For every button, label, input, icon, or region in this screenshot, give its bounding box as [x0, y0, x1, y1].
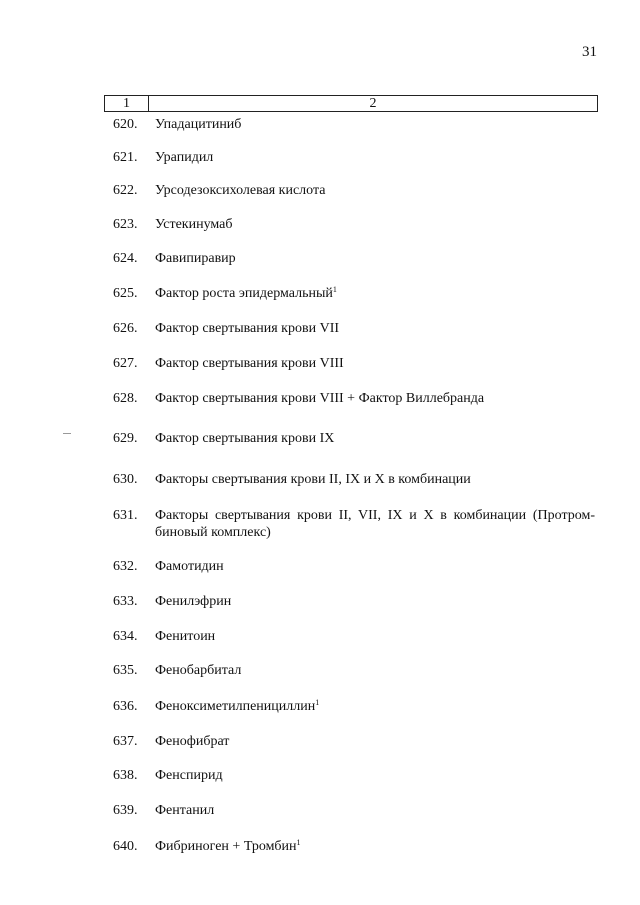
- drug-name: Фенспирид: [155, 768, 223, 783]
- row-number: 640.: [113, 839, 138, 854]
- page-number: 31: [582, 44, 597, 60]
- drug-name: Фибриноген + Тромбин$^1$: [155, 838, 301, 854]
- row-number: 635.: [113, 663, 138, 678]
- row-number: 623.: [113, 217, 138, 232]
- row-number: 624.: [113, 251, 138, 266]
- row-number: 636.: [113, 699, 138, 714]
- drug-name: Фавипиравир: [155, 251, 236, 266]
- drug-name: Устекинумаб: [155, 217, 233, 232]
- row-number: 634.: [113, 629, 138, 644]
- drug-name: Фенофибрат: [155, 734, 230, 749]
- row-number: 629.: [113, 431, 138, 446]
- drug-name: Факторы свертывания крови II, IX и X в комбинации: [155, 472, 471, 487]
- drug-name: Фенитоин: [155, 629, 216, 644]
- row-number: 637.: [113, 734, 138, 749]
- drug-name: Фактор свертывания крови VII: [155, 321, 340, 336]
- drug-name: Факторы свертывания крови II, VII, IX и X в комбинации (Протром-биновый комплекс): [155, 508, 595, 540]
- drug-name: Фенобарбитал: [155, 663, 242, 678]
- drug-name: Фактор свертывания крови VIII: [155, 356, 344, 371]
- table-header: [104, 95, 598, 112]
- drug-name: Феноксиметилпенициллин$^1$: [155, 698, 320, 714]
- margin-mark: [63, 433, 71, 434]
- row-number: 625.: [113, 286, 138, 301]
- drug-name: Фентанил: [155, 803, 215, 818]
- row-number: 621.: [113, 150, 138, 165]
- row-number: 620.: [113, 117, 138, 132]
- drug-name: Урапидил: [155, 150, 214, 165]
- row-number: 631.: [113, 508, 138, 523]
- drug-name: Фактор свертывания крови VIII + Фактор Виллебранда: [155, 391, 485, 406]
- header-col-2: 2: [369, 96, 377, 111]
- drug-name: Фамотидин: [155, 559, 224, 574]
- row-number: 626.: [113, 321, 138, 336]
- header-col-1: 1: [105, 96, 149, 111]
- row-number: 627.: [113, 356, 138, 371]
- row-number: 638.: [113, 768, 138, 783]
- row-number: 639.: [113, 803, 138, 818]
- row-number: 630.: [113, 472, 138, 487]
- drug-name: Фенилэфрин: [155, 594, 232, 609]
- row-number: 632.: [113, 559, 138, 574]
- drug-name: Фактор свертывания крови IX: [155, 431, 335, 446]
- drug-name: Фактор роста эпидермальный$^1$: [155, 285, 337, 301]
- drug-name: Урсодезоксихолевая кислота: [155, 183, 326, 198]
- row-number: 628.: [113, 391, 138, 406]
- drug-name: Упадацитиниб: [155, 117, 242, 132]
- row-number: 622.: [113, 183, 138, 198]
- row-number: 633.: [113, 594, 138, 609]
